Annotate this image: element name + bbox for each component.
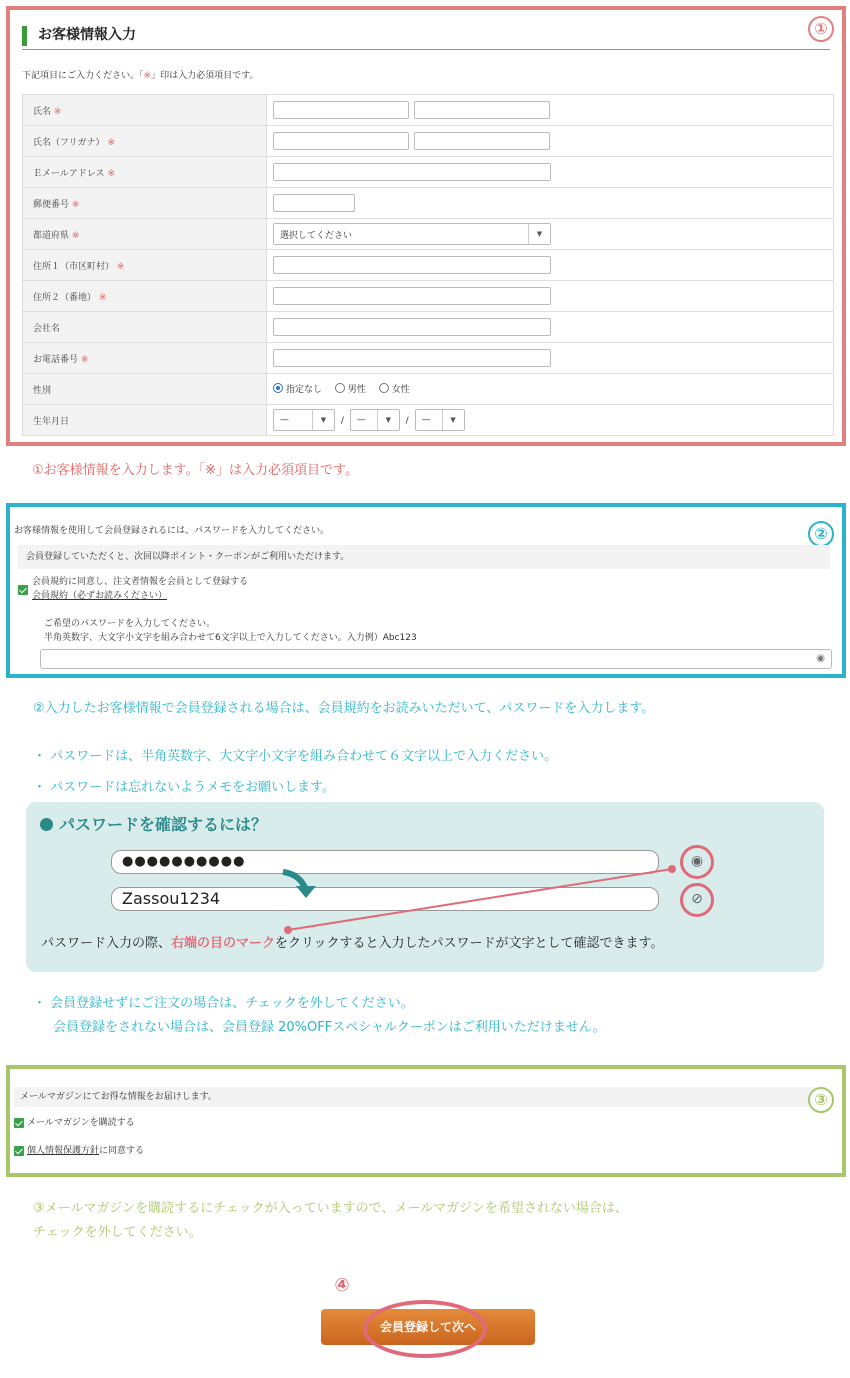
form-row-company xyxy=(23,312,834,343)
terms-link[interactable]: 会員規約（必ずお読みください） xyxy=(32,591,168,601)
customer-form-table xyxy=(22,94,834,436)
help-title xyxy=(40,812,267,835)
required-mark: ※ xyxy=(116,261,125,272)
help-text-pre: パスワード入力の際、 xyxy=(41,936,172,951)
password-instruction-2: 半角英数字、大文字小文字を組み合わせて6文字以上で入力してください。入力例）Abc123 xyxy=(44,633,417,643)
bullet-dot-icon xyxy=(40,818,53,831)
gender-radio-male[interactable] xyxy=(335,382,366,395)
company-input[interactable] xyxy=(273,318,551,336)
notice-line-1: ・ 会員登録せずにご注文の場合は、チェックを外してください。 xyxy=(33,996,414,1011)
step-number-2: ② xyxy=(808,521,834,547)
password-input[interactable] xyxy=(40,649,832,669)
eye-slash-icon xyxy=(680,883,714,917)
registration-intro: お客様情報を使用して会員登録されるには、パスワードを入力してください。 xyxy=(14,526,330,536)
select-value: — xyxy=(356,415,366,425)
radio-dot xyxy=(379,383,389,393)
form-row-birthday xyxy=(23,405,834,436)
address2-input[interactable] xyxy=(273,287,551,305)
newsletter-checkbox[interactable] xyxy=(14,1118,24,1128)
required-mark: ※ xyxy=(107,168,115,179)
date-separator: / xyxy=(405,415,409,426)
chevron-down-icon: ▼ xyxy=(312,410,334,430)
gender-radio-unspecified[interactable] xyxy=(273,382,322,395)
step3-caption-line-2: チェックを外してください。 xyxy=(33,1225,202,1240)
required-mark: ※ xyxy=(71,199,80,210)
field-label: 生年月日 xyxy=(33,416,70,427)
birth-month-select[interactable] xyxy=(350,409,400,431)
select-value: — xyxy=(280,415,289,425)
section-title: お客様情報入力 xyxy=(22,20,830,50)
date-separator: / xyxy=(340,415,344,426)
radio-dot xyxy=(273,383,283,393)
masked-password-example: ●●●●●●●●●● xyxy=(111,850,659,874)
email-input[interactable] xyxy=(273,163,551,181)
step-number-1: ① xyxy=(808,16,834,42)
form-row-name xyxy=(23,95,834,126)
required-mark: ※ xyxy=(98,292,107,303)
birth-day-select[interactable] xyxy=(415,409,465,431)
field-label: 住所２（番地） xyxy=(33,292,97,303)
step3-caption xyxy=(33,1197,628,1245)
chevron-down-icon: ▼ xyxy=(377,410,399,430)
select-value: 選択してください xyxy=(280,230,353,241)
field-label: 都道府県 xyxy=(33,230,70,241)
form-row-address1 xyxy=(23,250,834,281)
no-registration-notice xyxy=(33,992,605,1040)
notice-line-2: 会員登録をされない場合は、会員登録 20%OFFスペシャルクーポンはご利用いただけません。 xyxy=(53,1020,606,1035)
form-row-gender xyxy=(23,374,834,405)
privacy-policy-link[interactable]: 個人情報保護方針 xyxy=(27,1146,100,1156)
required-mark: ※ xyxy=(80,354,89,365)
first-name-kana-input[interactable] xyxy=(414,132,550,150)
privacy-checkbox[interactable] xyxy=(14,1146,24,1156)
note-text: 下記項目にご入力ください。「 xyxy=(22,71,144,81)
form-row-phone xyxy=(23,343,834,374)
birth-year-select[interactable] xyxy=(273,409,335,431)
chevron-down-icon: ▼ xyxy=(442,410,464,430)
address1-input[interactable] xyxy=(273,256,551,274)
field-label: 氏名 xyxy=(33,106,52,117)
password-tip-2: ・ パスワードは忘れないようメモをお願いします。 xyxy=(33,780,336,795)
plain-password-example: Zassou1234 xyxy=(111,887,659,911)
select-value: — xyxy=(421,415,431,425)
field-label: お電話番号 xyxy=(33,354,79,365)
password-instructions xyxy=(44,617,417,645)
register-next-button[interactable]: 会員登録して次へ xyxy=(321,1309,535,1345)
radio-label: 男性 xyxy=(347,384,366,395)
password-instruction-1: ご希望のパスワードを入力してください。 xyxy=(44,619,216,629)
privacy-label: に同意する xyxy=(99,1146,145,1156)
step1-caption: ①お客様情報を入力します。「※」は入力必須項目です。 xyxy=(32,463,358,478)
field-label: 氏名（フリガナ） xyxy=(33,137,105,148)
eye-glyph: ◉ xyxy=(690,853,704,869)
step-number-4: ④ xyxy=(329,1275,355,1301)
gender-radio-female[interactable] xyxy=(379,382,410,395)
agree-checkbox[interactable] xyxy=(18,585,28,595)
highlight-ring xyxy=(363,1300,487,1358)
step-number-3: ③ xyxy=(808,1087,834,1113)
field-label: 郵便番号 xyxy=(33,199,70,210)
eye-icon[interactable]: ◉ xyxy=(816,653,825,664)
step2-caption: ②入力したお客様情報で会員登録される場合は、会員規約をお読みいただいて、パスワードを入力します。 xyxy=(33,701,655,716)
phone-input[interactable] xyxy=(273,349,551,367)
first-name-input[interactable] xyxy=(414,101,550,119)
note-text: 」印は入力必須項目です。 xyxy=(151,71,259,81)
help-text-highlight: 右端の目のマーク xyxy=(171,936,276,951)
benefit-band: 会員登録していただくと、次回以降ポイント・クーポンがご利用いただけます。 xyxy=(18,545,830,569)
chevron-down-icon: ▼ xyxy=(528,224,550,244)
required-mark: ※ xyxy=(107,137,115,148)
last-name-kana-input[interactable] xyxy=(273,132,409,150)
field-label: 住所１（市区町村） xyxy=(33,261,115,272)
required-mark: ※ xyxy=(53,106,62,117)
form-row-zip xyxy=(23,188,834,219)
field-label: 性別 xyxy=(33,385,52,396)
form-row-prefecture xyxy=(23,219,834,250)
eye-slash-glyph: ⊘ xyxy=(691,891,703,907)
agree-text: 会員規約に同意し、注文者情報を会員として登録する xyxy=(32,577,249,587)
newsletter-section xyxy=(6,1065,846,1177)
radio-dot xyxy=(335,383,345,393)
zip-input[interactable] xyxy=(273,194,355,212)
required-note xyxy=(22,68,258,81)
privacy-option[interactable] xyxy=(14,1143,144,1156)
help-title-text: パスワードを確認するには？ xyxy=(59,815,268,834)
newsletter-option[interactable] xyxy=(14,1115,135,1128)
eye-icon xyxy=(680,845,714,879)
radio-label: 指定なし xyxy=(286,384,323,395)
help-description xyxy=(41,932,663,951)
step3-caption-line-1: ③メールマガジンを購読するにチェックが入っていますので、メールマガジンを希望されない場合は、 xyxy=(33,1201,628,1216)
field-label: Ｅメールアドレス xyxy=(33,168,105,179)
form-row-kana xyxy=(23,126,834,157)
newsletter-label: メールマガジンを購読する xyxy=(27,1118,135,1128)
newsletter-band: メールマガジンにてお得な情報をお届けします。 xyxy=(14,1087,826,1107)
agree-label xyxy=(32,575,248,603)
form-row-email xyxy=(23,157,834,188)
form-row-address2 xyxy=(23,281,834,312)
customer-info-section xyxy=(6,6,846,446)
required-mark: ※ xyxy=(71,230,80,241)
help-text-post: をクリックすると入力したパスワードが文字として確認できます。 xyxy=(275,936,664,951)
radio-label: 女性 xyxy=(391,384,410,395)
prefecture-select[interactable] xyxy=(273,223,551,245)
required-mark: ※ xyxy=(143,71,152,81)
password-tip-1: ・ パスワードは、半角英数字、大文字小文字を組み合わせて６文字以上で入力ください。 xyxy=(33,749,558,764)
last-name-input[interactable] xyxy=(273,101,409,119)
field-label: 会社名 xyxy=(33,323,61,334)
member-registration-section xyxy=(6,503,846,678)
